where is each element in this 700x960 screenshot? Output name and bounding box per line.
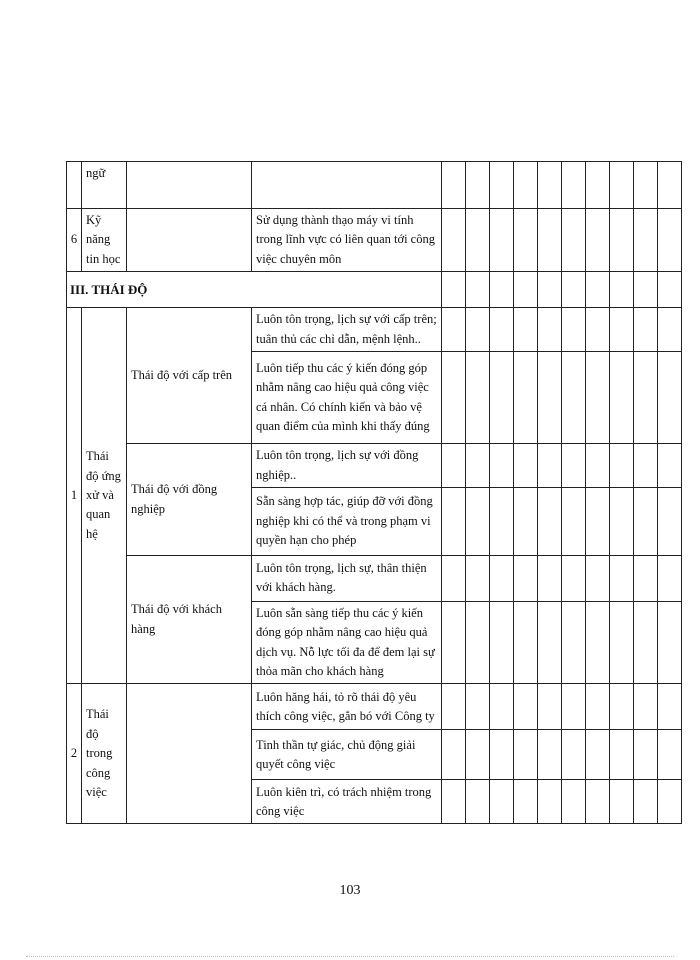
score-cell — [442, 272, 466, 308]
score-cell — [538, 730, 562, 780]
score-cell — [586, 444, 610, 488]
score-cell — [658, 352, 682, 444]
score-cell — [442, 780, 466, 824]
score-cell — [562, 209, 586, 272]
score-cell — [634, 684, 658, 730]
score-cell — [466, 308, 490, 352]
score-cell — [490, 272, 514, 308]
score-cell — [658, 684, 682, 730]
score-cell — [610, 780, 634, 824]
table-row — [67, 209, 682, 272]
score-cell — [538, 308, 562, 352]
score-cell — [490, 601, 514, 684]
score-cell — [634, 601, 658, 684]
score-cell — [514, 162, 538, 209]
table-row — [67, 162, 682, 209]
requirement-cell: Luôn sẵn sàng tiếp thu các ý kiến đóng góp nhằm nâng cao hiệu quả dịch vụ. Nỗ lực tối đa để đem lại sự thỏa mãn cho khách hàng — [252, 601, 442, 684]
score-cell — [514, 352, 538, 444]
score-cell — [586, 209, 610, 272]
skill-cell: ngữ — [82, 162, 127, 209]
score-cell — [514, 444, 538, 488]
score-cell — [658, 555, 682, 601]
score-cell — [586, 162, 610, 209]
score-cell — [586, 601, 610, 684]
row-number-cell: 6 — [67, 209, 82, 272]
score-cell — [562, 601, 586, 684]
score-cell — [562, 487, 586, 555]
score-cell — [490, 730, 514, 780]
score-cell — [514, 272, 538, 308]
score-cell — [490, 487, 514, 555]
skill-cell: Kỹ năng tin học — [82, 209, 127, 272]
score-cell — [562, 352, 586, 444]
score-cell — [442, 601, 466, 684]
score-cell — [634, 209, 658, 272]
score-cell — [442, 162, 466, 209]
score-cell — [586, 780, 610, 824]
score-cell — [538, 601, 562, 684]
score-cell — [586, 308, 610, 352]
score-cell — [610, 209, 634, 272]
score-cell — [610, 487, 634, 555]
row-number-cell: 1 — [67, 308, 82, 684]
table-row — [67, 444, 682, 488]
group-title-cell: Thái độ trong công việc — [82, 684, 127, 824]
score-cell — [634, 487, 658, 555]
score-cell — [658, 444, 682, 488]
score-cell — [610, 162, 634, 209]
score-cell — [538, 444, 562, 488]
score-cell — [538, 780, 562, 824]
requirement-cell — [252, 162, 442, 209]
group-title-cell: Thái độ ứng xử và quan hệ — [82, 308, 127, 684]
score-cell — [586, 684, 610, 730]
score-cell — [442, 352, 466, 444]
score-cell — [490, 444, 514, 488]
score-cell — [490, 780, 514, 824]
score-cell — [466, 684, 490, 730]
requirement-cell: Tinh thần tự giác, chủ động giải quyết công việc — [252, 730, 442, 780]
score-cell — [466, 209, 490, 272]
score-cell — [658, 272, 682, 308]
score-cell — [466, 730, 490, 780]
score-cell — [514, 684, 538, 730]
score-cell — [562, 272, 586, 308]
score-cell — [466, 444, 490, 488]
score-cell — [586, 272, 610, 308]
score-cell — [658, 308, 682, 352]
score-cell — [610, 730, 634, 780]
table-row — [67, 684, 682, 730]
score-cell — [538, 352, 562, 444]
score-cell — [490, 684, 514, 730]
score-cell — [562, 308, 586, 352]
table-row — [67, 555, 682, 601]
requirement-cell: Luôn tiếp thu các ý kiến đóng góp nhằm nâng cao hiệu quả công việc cá nhân. Có chính kiến và bảo vệ quan điểm của mình khi thấy đúng — [252, 352, 442, 444]
table-row — [67, 308, 682, 352]
score-cell — [610, 601, 634, 684]
score-cell — [538, 555, 562, 601]
score-cell — [490, 352, 514, 444]
page-bottom-divider — [26, 956, 674, 957]
score-cell — [442, 487, 466, 555]
score-cell — [442, 555, 466, 601]
score-cell — [514, 555, 538, 601]
score-cell — [562, 162, 586, 209]
requirement-cell: Luôn hăng hái, tỏ rõ thái độ yêu thích công việc, gắn bó với Công ty — [252, 684, 442, 730]
requirement-cell: Sẵn sàng hợp tác, giúp đỡ với đồng nghiệp khi có thể và trong phạm vi quyền hạn cho phép — [252, 487, 442, 555]
criteria-cell — [127, 209, 252, 272]
score-cell — [514, 730, 538, 780]
score-cell — [490, 555, 514, 601]
page-number: 103 — [339, 883, 361, 898]
score-cell — [490, 209, 514, 272]
score-cell — [538, 209, 562, 272]
score-cell — [562, 684, 586, 730]
requirement-cell: Luôn tôn trọng, lịch sự với cấp trên; tuân thủ các chỉ dẫn, mệnh lệnh.. — [252, 308, 442, 352]
evaluation-table — [66, 161, 682, 824]
score-cell — [538, 487, 562, 555]
score-cell — [562, 780, 586, 824]
score-cell — [634, 780, 658, 824]
score-cell — [658, 209, 682, 272]
score-cell — [514, 308, 538, 352]
requirement-cell: Luôn tôn trọng, lịch sự với đồng nghiệp.. — [252, 444, 442, 488]
criteria-cell: Thái độ với đồng nghiệp — [127, 444, 252, 556]
score-cell — [466, 601, 490, 684]
score-cell — [658, 730, 682, 780]
section-heading: III. THÁI ĐỘ — [67, 272, 442, 308]
score-cell — [634, 272, 658, 308]
score-cell — [514, 601, 538, 684]
score-cell — [514, 487, 538, 555]
requirement-cell: Luôn tôn trọng, lịch sự, thân thiện với khách hàng. — [252, 555, 442, 601]
score-cell — [442, 730, 466, 780]
score-cell — [586, 352, 610, 444]
score-cell — [658, 780, 682, 824]
score-cell — [442, 308, 466, 352]
row-number-cell: 2 — [67, 684, 82, 824]
score-cell — [658, 487, 682, 555]
table-row — [67, 272, 682, 308]
score-cell — [610, 352, 634, 444]
score-cell — [610, 555, 634, 601]
score-cell — [610, 444, 634, 488]
score-cell — [634, 352, 658, 444]
score-cell — [538, 684, 562, 730]
score-cell — [634, 730, 658, 780]
score-cell — [562, 444, 586, 488]
score-cell — [514, 780, 538, 824]
score-cell — [442, 444, 466, 488]
score-cell — [634, 444, 658, 488]
score-cell — [658, 601, 682, 684]
score-cell — [514, 209, 538, 272]
score-cell — [466, 272, 490, 308]
score-cell — [586, 487, 610, 555]
score-cell — [610, 684, 634, 730]
score-cell — [538, 162, 562, 209]
score-cell — [586, 555, 610, 601]
score-cell — [466, 487, 490, 555]
score-cell — [562, 555, 586, 601]
requirement-cell: Luôn kiên trì, có trách nhiệm trong công việc — [252, 780, 442, 824]
score-cell — [466, 352, 490, 444]
requirement-cell: Sử dụng thành thạo máy vi tính trong lĩnh vực có liên quan tới công việc chuyên môn — [252, 209, 442, 272]
row-number-cell — [67, 162, 82, 209]
score-cell — [634, 308, 658, 352]
score-cell — [610, 308, 634, 352]
score-cell — [466, 555, 490, 601]
criteria-cell: Thái độ với khách hàng — [127, 555, 252, 684]
criteria-cell — [127, 684, 252, 824]
criteria-cell: Thái độ với cấp trên — [127, 308, 252, 444]
score-cell — [490, 308, 514, 352]
criteria-cell — [127, 162, 252, 209]
score-cell — [634, 162, 658, 209]
score-cell — [658, 162, 682, 209]
score-cell — [610, 272, 634, 308]
score-cell — [490, 162, 514, 209]
score-cell — [586, 730, 610, 780]
score-cell — [634, 555, 658, 601]
score-cell — [562, 730, 586, 780]
score-cell — [466, 780, 490, 824]
score-cell — [442, 209, 466, 272]
score-cell — [466, 162, 490, 209]
score-cell — [442, 684, 466, 730]
score-cell — [538, 272, 562, 308]
